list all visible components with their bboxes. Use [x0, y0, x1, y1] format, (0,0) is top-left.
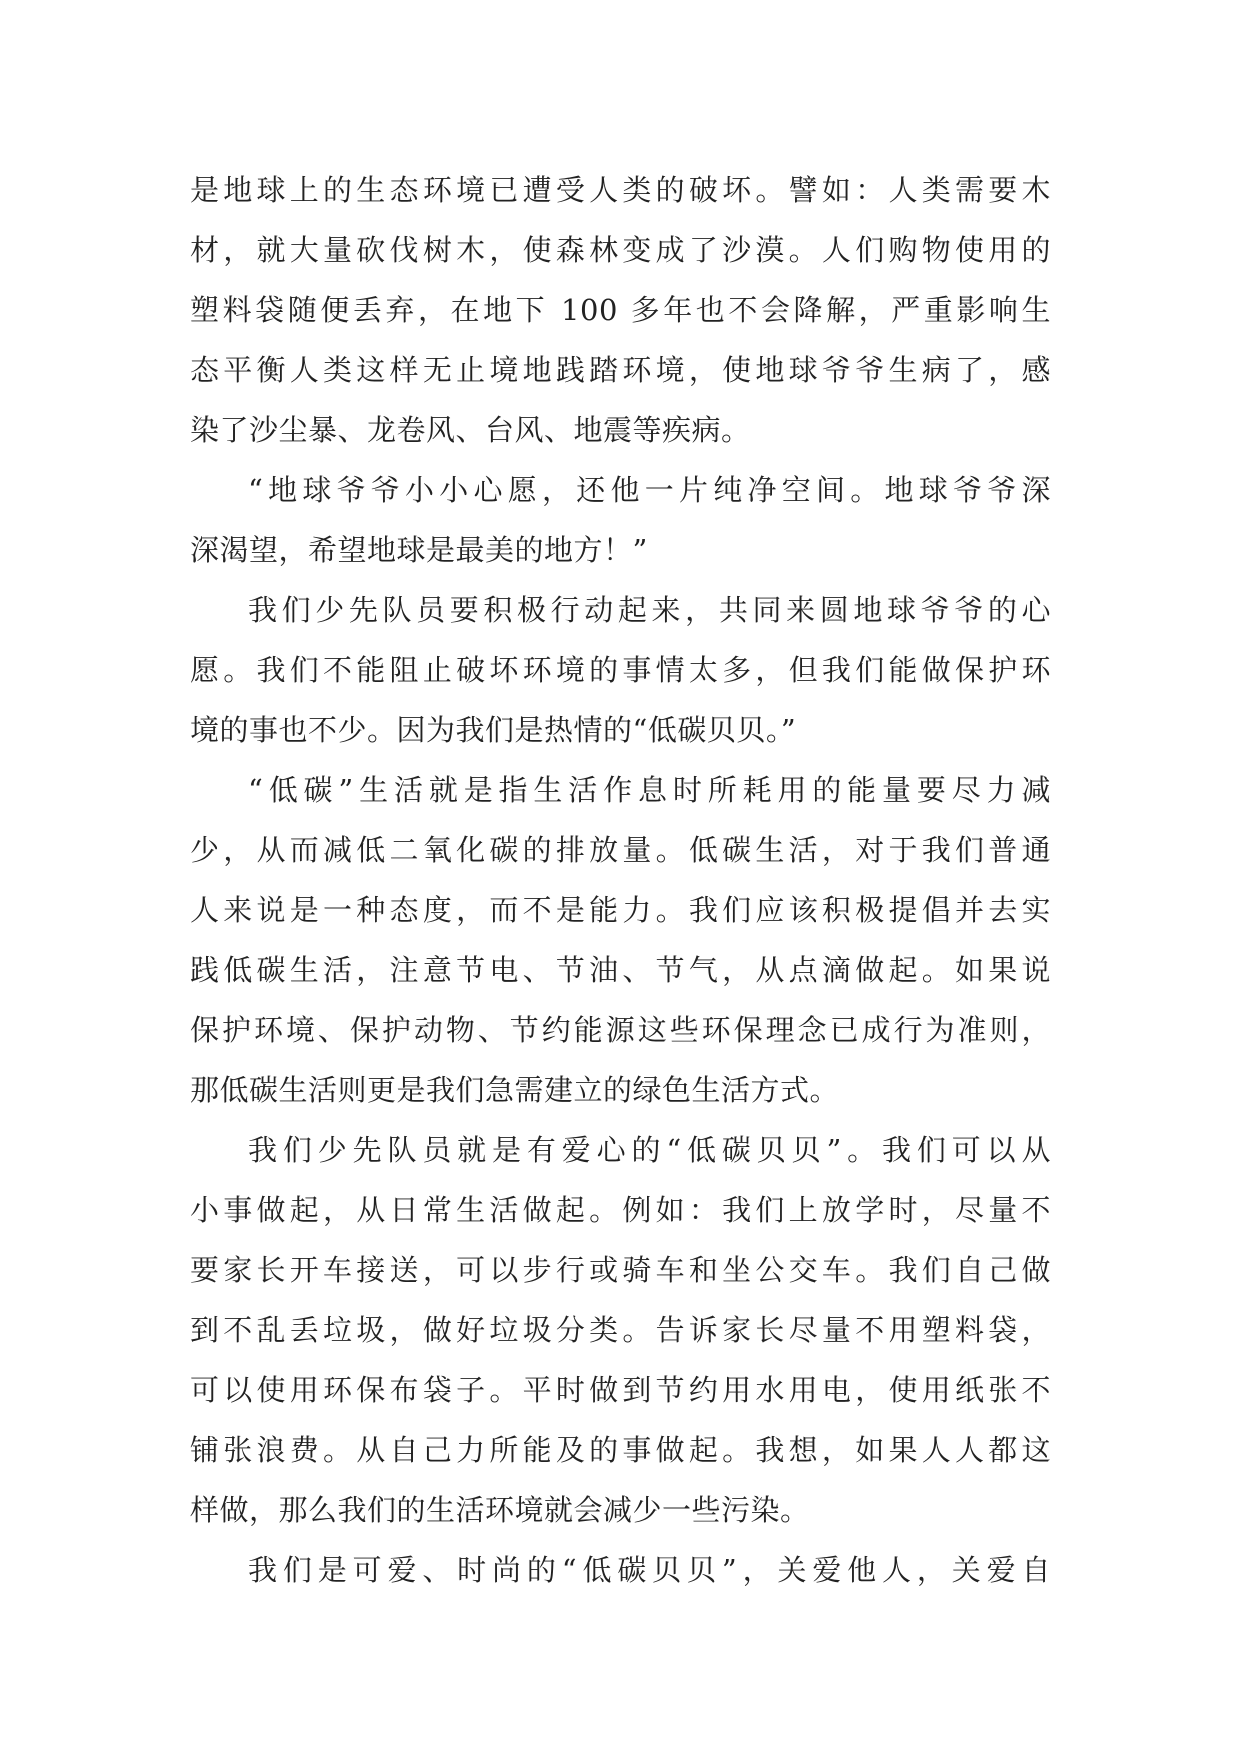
text-line: 我们是可爱、时尚的“低碳贝贝”，关爱他人，关爱自 [248, 1553, 1051, 1587]
text-line: 保护环境、保护动物、节约能源这些环保理念已成行为准则， [190, 1013, 1051, 1047]
text-line: 少，从而减低二氧化碳的排放量。低碳生活，对于我们普通 [190, 833, 1051, 867]
text-line: “地球爷爷小小心愿，还他一片纯净空间。地球爷爷深 [248, 473, 1051, 507]
text-line: 我们少先队员就是有爱心的“低碳贝贝”。我们可以从 [248, 1133, 1051, 1167]
text-line: 践低碳生活，注意节电、节油、节气，从点滴做起。如果说 [190, 953, 1051, 987]
text-line: 到不乱丢垃圾，做好垃圾分类。告诉家长尽量不用塑料袋， [190, 1313, 1051, 1347]
text-line: “低碳”生活就是指生活作息时所耗用的能量要尽力减 [248, 773, 1051, 807]
text-line: 愿。我们不能阻止破坏环境的事情太多，但我们能做保护环 [190, 653, 1051, 687]
text-line: 那低碳生活则更是我们急需建立的绿色生活方式。 [190, 1073, 840, 1107]
text-line: 态平衡人类这样无止境地践踏环境，使地球爷爷生病了，感 [190, 353, 1051, 387]
text-line: 我们少先队员要积极行动起来，共同来圆地球爷爷的心 [248, 593, 1051, 627]
text-line: 深渴望，希望地球是最美的地方！” [190, 533, 648, 567]
body-text [190, 160, 1051, 1600]
text-line: 染了沙尘暴、龙卷风、台风、地震等疾病。 [190, 413, 751, 447]
text-line: 塑料袋随便丢弃，在地下 100 多年也不会降解，严重影响生 [190, 293, 1051, 327]
text-line: 材，就大量砍伐树木，使森林变成了沙漠。人们购物使用的 [190, 233, 1051, 267]
text-line: 样做，那么我们的生活环境就会减少一些污染。 [190, 1493, 810, 1527]
text-line: 可以使用环保布袋子。平时做到节约用水用电，使用纸张不 [190, 1373, 1051, 1407]
text-line: 人来说是一种态度，而不是能力。我们应该积极提倡并去实 [190, 893, 1051, 927]
text-line: 小事做起，从日常生活做起。例如：我们上放学时，尽量不 [190, 1193, 1051, 1227]
text-line: 境的事也不少。因为我们是热情的“低碳贝贝。” [190, 713, 797, 747]
text-line: 铺张浪费。从自己力所能及的事做起。我想，如果人人都这 [190, 1433, 1051, 1467]
text-line: 要家长开车接送，可以步行或骑车和坐公交车。我们自己做 [190, 1253, 1051, 1287]
text-line: 是地球上的生态环境已遭受人类的破坏。譬如：人类需要木 [190, 173, 1051, 207]
